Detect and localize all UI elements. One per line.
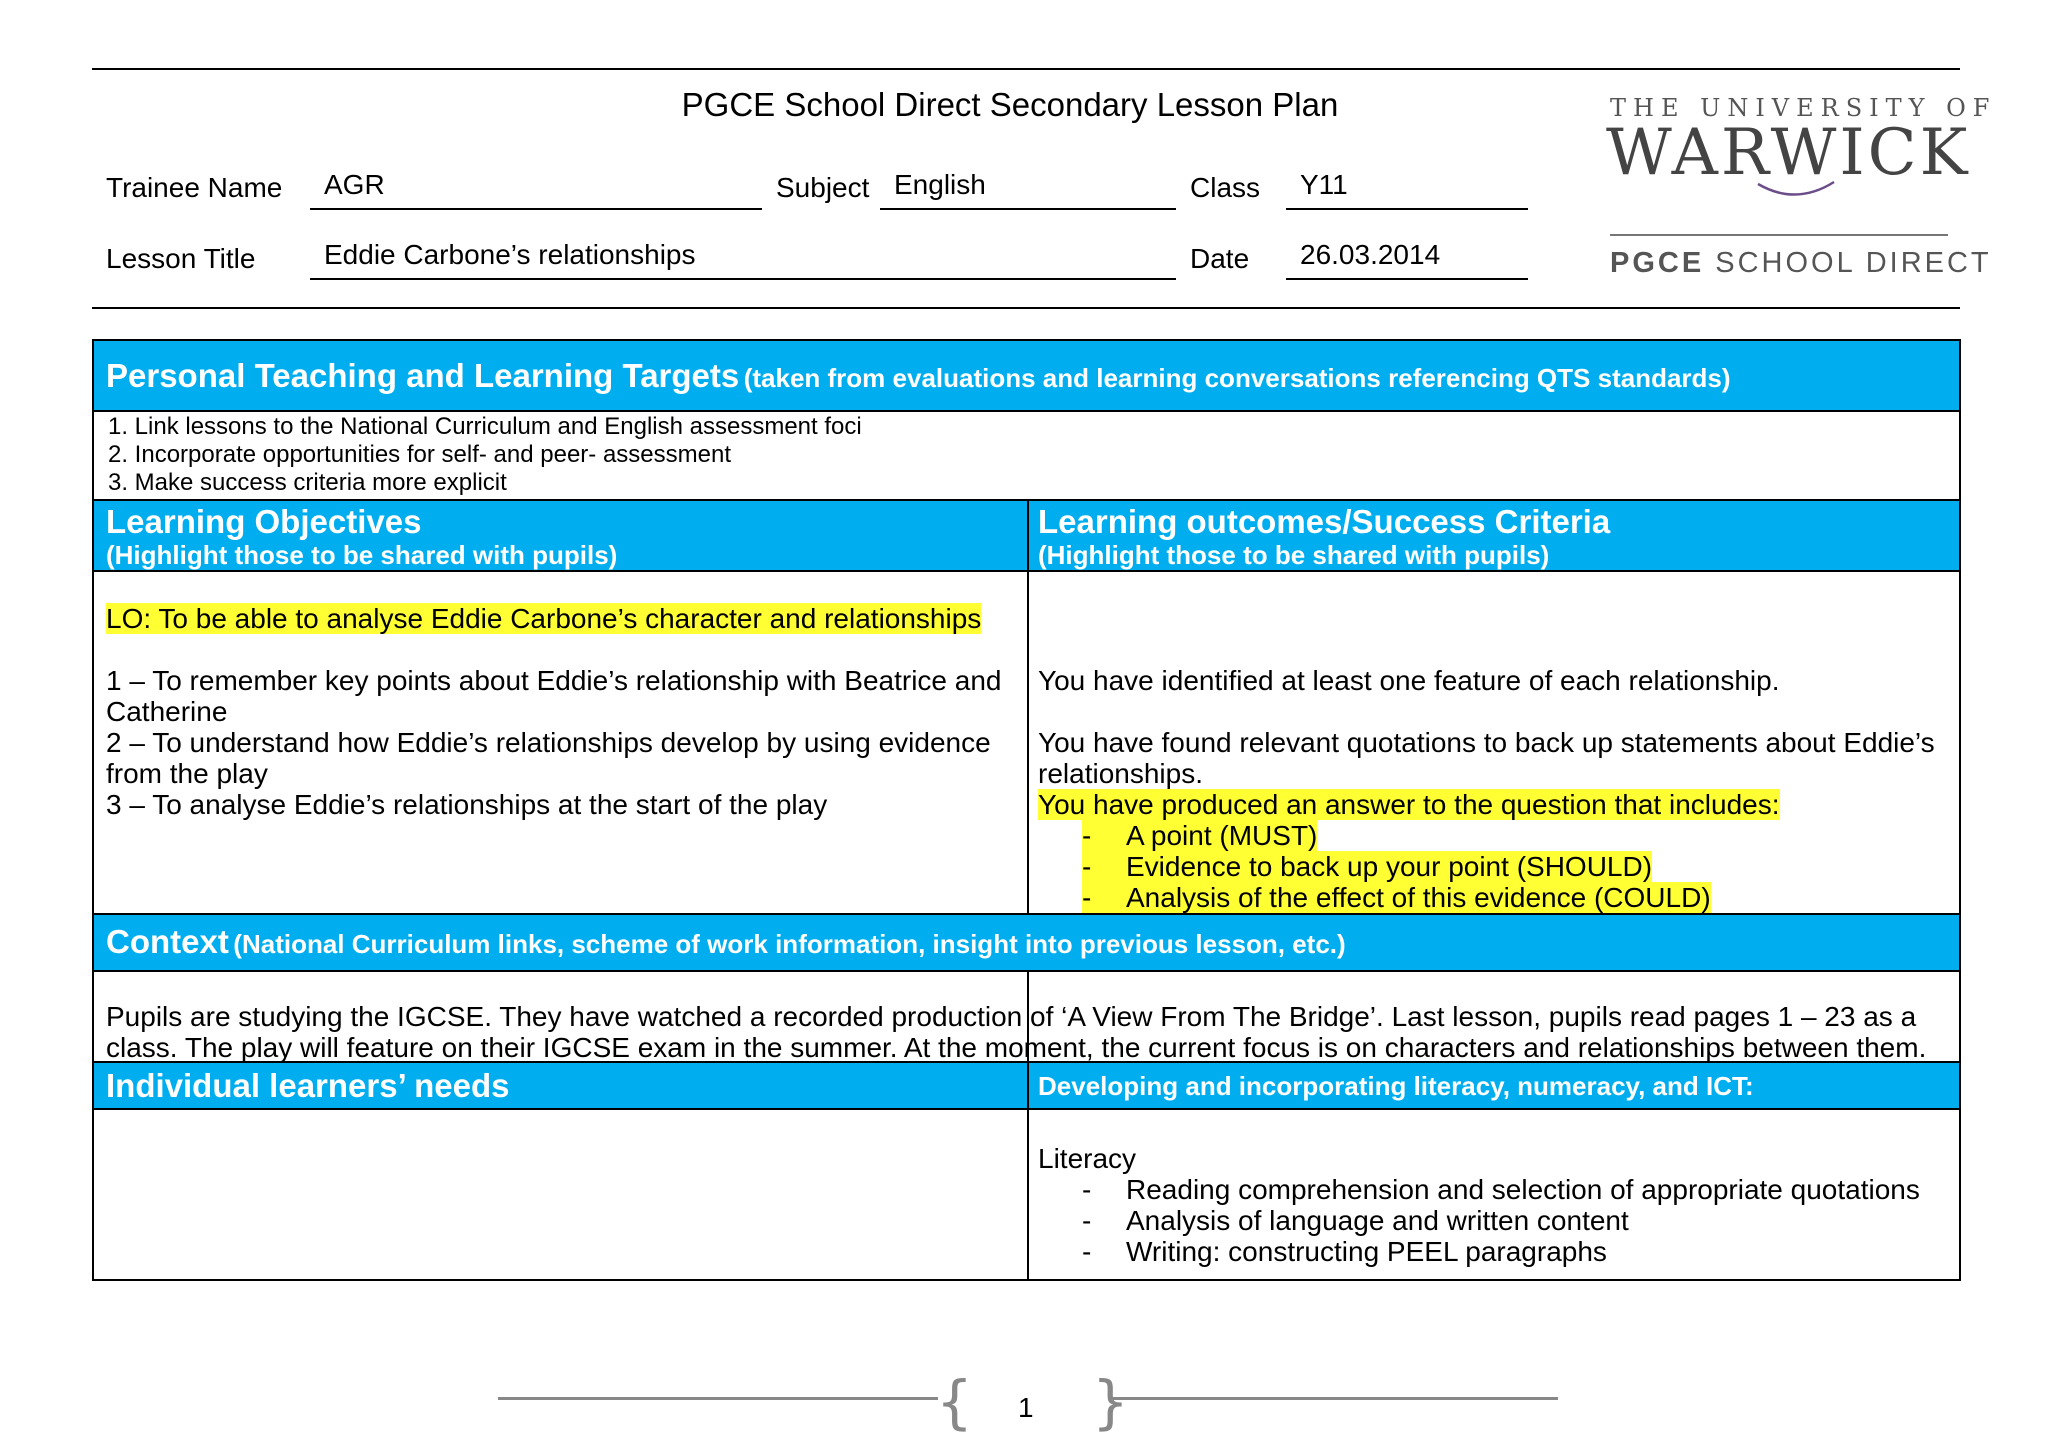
- outcomes-header: [1038, 503, 1938, 569]
- subject-field[interactable]: English: [880, 165, 1176, 210]
- outcome-para-2: You have found relevant quotations to back up statements about Eddie’s relationships.: [1038, 727, 1935, 789]
- outcome-bullet-2: Evidence to back up your point (SHOULD): [1126, 851, 1653, 882]
- top-rule: [92, 68, 1960, 70]
- divider: [94, 970, 1959, 972]
- objectives-subheading: (Highlight those to be shared with pupils): [106, 540, 618, 570]
- objective-item-3: 3 – To analyse Eddie’s relationships at the start of the play: [106, 789, 828, 820]
- objective-item-2: 2 – To understand how Eddie’s relationships develop by using evidence from the play: [106, 727, 991, 789]
- outcomes-heading: Learning outcomes/Success Criteria: [1038, 503, 1611, 540]
- bullet-dash: -: [1082, 1174, 1092, 1205]
- lesson-title-field[interactable]: Eddie Carbone’s relationships: [310, 235, 1176, 280]
- literacy-body: [1038, 1143, 1948, 1267]
- column-divider: [1027, 500, 1029, 1071]
- outcome-para-1: You have identified at least one feature of each relationship.: [1038, 665, 1780, 696]
- target-item-1: 1. Link lessons to the National Curriculum and English assessment foci: [108, 413, 862, 440]
- target-item-2: 2. Incorporate opportunities for self- and peer- assessment: [108, 441, 731, 468]
- outcomes-body: [1038, 665, 1948, 913]
- objectives-body: [106, 603, 1026, 820]
- learning-objective-highlight: LO: To be able to analyse Eddie Carbone’s character and relationships: [106, 603, 982, 634]
- trainee-name-label: Trainee Name: [106, 172, 283, 203]
- bullet-dash: -: [1082, 882, 1126, 913]
- bullet-dash: -: [1082, 851, 1126, 882]
- objectives-heading: Learning Objectives: [106, 503, 422, 540]
- class-label: Class: [1190, 172, 1261, 203]
- outcome-bullet-1: A point (MUST): [1126, 820, 1318, 851]
- class-field[interactable]: Y11: [1286, 165, 1528, 210]
- target-item-3: 3. Make success criteria more explicit: [108, 469, 507, 496]
- left-brace-icon: {: [936, 1368, 973, 1436]
- logo-school-direct: SCHOOL DIRECT: [1715, 247, 1992, 279]
- bullet-dash: -: [1082, 820, 1126, 851]
- objective-item-1: 1 – To remember key points about Eddie’s relationship with Beatrice and Catherine: [106, 665, 1002, 727]
- university-logo: [1606, 94, 1997, 284]
- outcomes-subheading: (Highlight those to be shared with pupils): [1038, 540, 1550, 570]
- footer-line-left: [498, 1397, 938, 1400]
- lesson-title-label: Lesson Title: [106, 243, 256, 274]
- logo-line-1: THE UNIVERSITY OF: [1610, 94, 1997, 122]
- logo-divider: [1610, 234, 1948, 236]
- context-header: [94, 915, 1959, 970]
- date-label: Date: [1190, 243, 1250, 274]
- logo-swoosh-icon: [1756, 180, 1836, 202]
- divider: [94, 410, 1959, 412]
- footer-line-right: [1112, 1397, 1558, 1400]
- lesson-plan-table: [92, 339, 1961, 1281]
- date-field[interactable]: 26.03.2014: [1286, 235, 1528, 280]
- targets-header: [94, 341, 1959, 410]
- needs-heading: Individual learners’ needs: [106, 1067, 510, 1104]
- context-subheading: (National Curriculum links, scheme of work information, insight into previous lesson, etc.): [233, 929, 1346, 959]
- targets-subheading: (taken from evaluations and learning conversations referencing QTS standards): [743, 363, 1731, 393]
- subject-label: Subject: [776, 172, 870, 203]
- objectives-header: [106, 503, 1006, 569]
- context-heading: Context: [106, 923, 229, 960]
- outcome-bullet-3: Analysis of the effect of this evidence (COULD): [1126, 882, 1711, 913]
- header-bottom-rule: [92, 307, 1960, 309]
- logo-line-2: WARWICK: [1606, 116, 1971, 190]
- page-number: 1: [1018, 1392, 1034, 1423]
- column-divider: [1027, 1062, 1029, 1279]
- literacy-bullet-1: Reading comprehension and selection of appropriate quotations: [1126, 1174, 1920, 1205]
- literacy-label: Literacy: [1038, 1143, 1137, 1174]
- right-brace-icon: }: [1092, 1368, 1129, 1436]
- logo-pgce: PGCE: [1610, 247, 1705, 279]
- outcome-para-3: You have produced an answer to the question that includes:: [1038, 789, 1780, 820]
- trainee-name-field[interactable]: AGR: [310, 165, 762, 210]
- bullet-dash: -: [1082, 1236, 1092, 1267]
- document-title: PGCE School Direct Secondary Lesson Plan: [681, 86, 1339, 123]
- literacy-bullet-3: Writing: constructing PEEL paragraphs: [1126, 1236, 1607, 1267]
- context-text: Pupils are studying the IGCSE. They have watched a recorded production of ‘A View From The Bridge’. Last lesson, pupils read pages 1 – 23 as a class. The play will feature on their IGCSE exam in the summer. At the moment, the current focus is on characters and relationships between them.: [106, 1001, 1927, 1063]
- literacy-heading: Developing and incorporating literacy, numeracy, and ICT:: [1038, 1071, 1754, 1101]
- literacy-bullet-2: Analysis of language and written content: [1126, 1205, 1629, 1236]
- logo-line-3: [1610, 247, 1992, 280]
- bullet-dash: -: [1082, 1205, 1092, 1236]
- targets-list: [108, 413, 862, 497]
- targets-heading: Personal Teaching and Learning Targets: [106, 357, 740, 394]
